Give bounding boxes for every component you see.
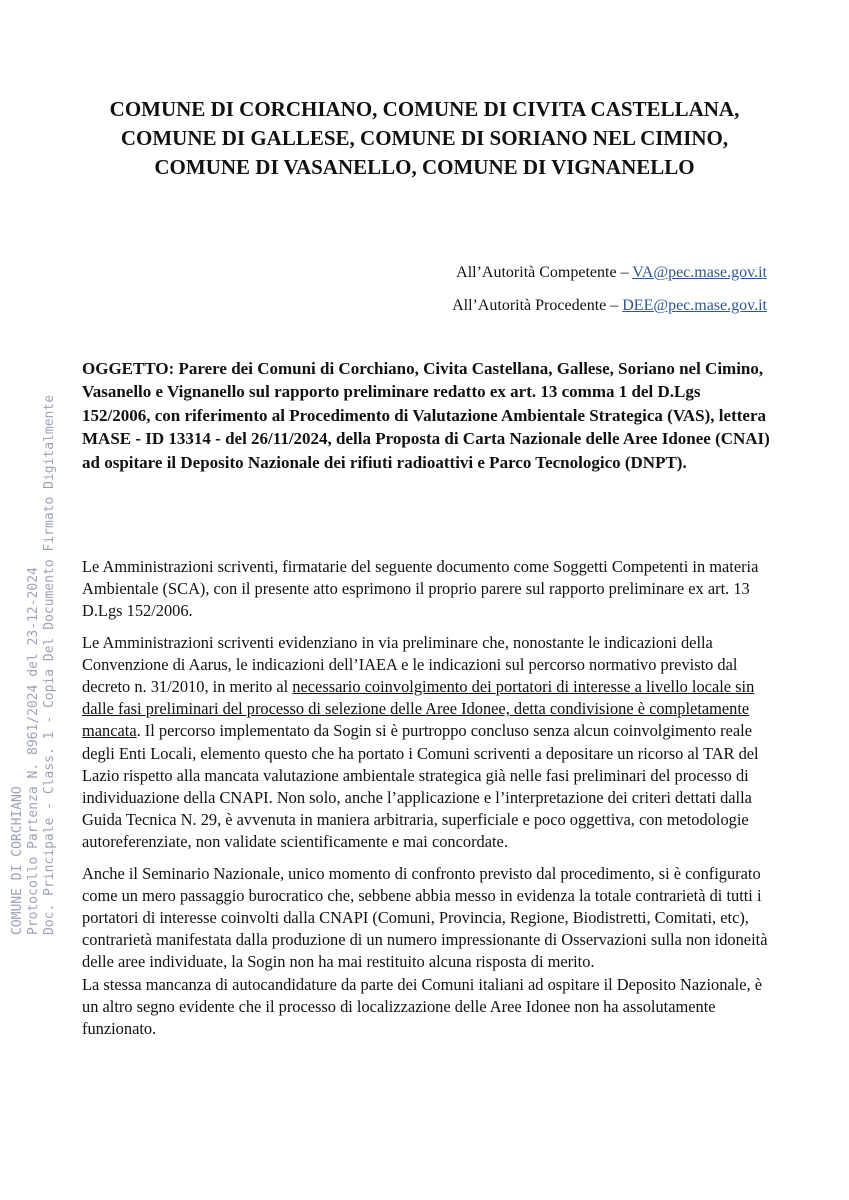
recipient-label: All’Autorità Competente – [456, 264, 633, 281]
protocol-stamp [10, 395, 58, 935]
recipient-email-link[interactable]: VA@pec.mase.gov.it [632, 264, 767, 281]
paragraph [82, 632, 772, 854]
document-body [82, 556, 772, 1049]
recipient-procedente [452, 289, 767, 322]
underlined-text: necessario coinvolgimento dei portatori di interesse a livello locale sin dalle fasi preliminari del processo di selezione delle Aree Idonee, detta condivisione è completamente mancata [82, 677, 755, 741]
header-line: COMUNE DI GALLESE, COMUNE DI SORIANO NEL CIMINO, [120, 126, 729, 150]
paragraph-text: Le Amministrazioni scriventi evidenziano in via preliminare che, nonostante le indicazioni della Convenzione di Aarus, le indicazioni dell’IAEA e le indicazioni sul percorso normativo previsto dal decreto n. 31/2010, in merito al [82, 632, 738, 697]
recipient-competente [452, 256, 767, 289]
paragraph: Anche il Seminario Nazionale, unico momento di confronto previsto dal procedimento, si è configurato come un mero passaggio burocratico che, sebbene abbia messo in evidenza la totale contrarietà di tutti i portatori di interesse coinvolti dalla CNAPI (Comuni, Provincia, Regione, Biodistretti, Comitati, etc), contrarietà manifestata dalla produzione di un numero impressionante di Osservazioni sulla non idoneità delle aree individuate, la Sogin non ha mai restituito alcuna risposta di merito. [82, 863, 768, 972]
recipients-block [452, 256, 767, 322]
paragraph-text: . Il percorso implementato da Sogin si è purtroppo concluso senza alcun coinvolgimento reale degli Enti Locali, elemento questo che ha portato i Comuni scriventi a depositare un ricorso al TAR del Lazio rispetto alla mancata valutazione ambientale strategica già nelle fasi preliminari del processo di individuazione della CNAPI. Non solo, anche l’applicazione e l’interpretazione dei criteri dettati dalla Guida Tecnica N. 29, è avvenuta in maniera arbitraria, superficiale e poco oggettiva, con metodologie autoreferenziate, non validate scientificamente e mai concordate. [82, 721, 759, 852]
recipient-label: All’Autorità Procedente – [452, 297, 623, 314]
stamp-line: COMUNE DI CORCHIANO [10, 786, 25, 935]
paragraph: Le Amministrazioni scriventi, firmatarie del seguente documento come Soggetti Competenti in materia Ambientale (SCA), con il presente atto esprimono il proprio parere sul rapporto preliminare ex art. 13 D.Lgs 152/2006. [82, 557, 759, 621]
paragraph: La stessa mancanza di autocandidature da parte dei Comuni italiani ad ospitare il Deposito Nazionale, è un altro segno evidente che il processo di localizzazione delle Aree Idonee non ha assolutamente funzionato. [82, 974, 762, 1039]
subject-paragraph: OGGETTO: Parere dei Comuni di Corchiano, Civita Castellana, Gallese, Soriano nel Cimino, Vasanello e Vignanello sul rapporto preliminare redatto ex art. 13 comma 1 del D.Lgs 152/2006, con riferimento al Procedimento di Valutazione Ambientale Strategica (VAS), lettera MASE - ID 13314 - del 26/11/2024, della Proposta di Carta Nazionale delle Aree Idonee (CNAI) ad ospitare il Deposito Nazionale dei rifiuti radioattivi e Parco Tecnologico (DNPT). [82, 359, 770, 472]
stamp-line: Protocollo Partenza N. 8961/2024 del 23-12-2024 [26, 567, 41, 935]
document-header [60, 95, 789, 182]
recipient-email-link[interactable]: DEE@pec.mase.gov.it [622, 297, 767, 314]
header-line: COMUNE DI CORCHIANO, COMUNE DI CIVITA CASTELLANA, [109, 97, 740, 121]
header-line: COMUNE DI VASANELLO, COMUNE DI VIGNANELLO [154, 155, 695, 179]
stamp-line: Doc. Principale - Class. 1 - Copia Del Documento Firmato Digitalmente [42, 394, 57, 935]
